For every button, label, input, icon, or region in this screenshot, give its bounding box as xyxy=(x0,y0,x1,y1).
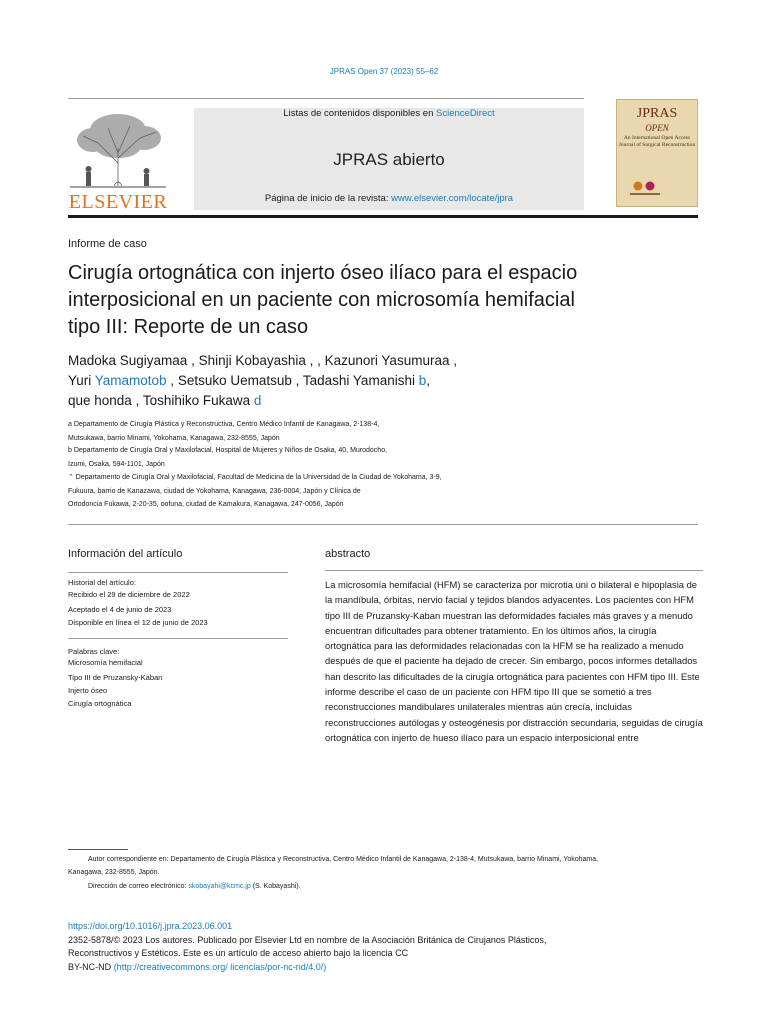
info-rule xyxy=(68,638,288,639)
corresponding-author-note-cont: Kanagawa, 232-8555, Japón. xyxy=(68,869,160,876)
journal-title: JPRAS abierto xyxy=(333,150,445,169)
elsevier-logo-text: ELSEVIER xyxy=(68,191,168,213)
keyword: Tipo III de Pruzansky-Kaban xyxy=(68,673,163,682)
journal-homepage xyxy=(194,193,584,204)
author-text: , xyxy=(426,373,430,388)
abstract-text: La microsomía hemifacial (HFM) se caracteriza por microtia uni o bilateral e hipoplasia de la mandíbula, órbitas, nervio facial y tejidos blandos adyacentes. Los pacientes con HFM tipo III de Pruzansky-Kaban muestran las deformidades faciales más graves y a menudo encuentran dificultades para obtener tratamiento. En los últimos años, la cirugía ortognática para las deformidades relacionadas con la HFM se ha realizado a menudo después de que el paciente ha dejado de crecer. Sin embargo, pocos informes detallados han descrito las dificultades de la cirugía ortognática para pacientes con HFM tipo III. Este informe describe el caso de un paciente con HFM tipo III que se sometió a tres reconstrucciones mandibulares unilaterales mientras aún crecía, incluidas reconstrucciones autólogas y osteogénesis por distracción secundaria, seguidas de cirugía ortognática con injerto de hueso ilíaco para un espacio interposicional entre xyxy=(325,579,703,743)
cover-badges xyxy=(628,178,688,203)
authors-line-1: Madoka Sugiyamaa , Shinji Kobayashia , , Kazunori Yasumuraa , xyxy=(68,353,457,368)
affiliation-line: Izumi, Osaka, 594-1101, Japón xyxy=(68,461,165,468)
received-date: Recibido el 29 de diciembre de 2022 xyxy=(68,590,190,599)
authors-line-2 xyxy=(68,371,608,391)
author-text: , Setsuko Uematsub , Tadashi Yamanishi xyxy=(166,373,419,388)
affiliation-line: Fukuura, barrio de Kanazawa, ciudad de Yokohama, Kanagawa, 236-0004, Japón y Clínica de xyxy=(68,488,361,495)
info-rule xyxy=(68,572,288,573)
authors-line-3 xyxy=(68,391,608,411)
abstract-heading: abstracto xyxy=(325,548,371,560)
license-line xyxy=(68,961,628,975)
contents-availability xyxy=(194,108,584,119)
cover-title-line-2: OPEN xyxy=(645,123,669,133)
history-label: Historial del artículo: xyxy=(68,578,136,587)
email-suffix: (S. Kobayashi). xyxy=(250,883,301,890)
email-link[interactable]: skobayahi@kcmc.jp xyxy=(188,883,251,890)
affiliation-line: a Departamento de Cirugía Plástica y Reconstructiva, Centro Médico Infantil de Kanagawa, 2-138-4, xyxy=(68,421,380,428)
footnote-rule xyxy=(68,849,128,850)
keyword: Cirugía ortognática xyxy=(68,699,132,708)
section-rule xyxy=(68,524,698,525)
article-footer xyxy=(68,920,628,974)
article-type: Informe de caso xyxy=(68,238,147,250)
license-prefix: BY-NC-ND xyxy=(68,961,114,972)
copyright-line: 2352-5878/© 2023 Los autores. Publicado por Elsevier Ltd en nombre de la Asociación Británica de Cirujanos Plásticos, xyxy=(68,934,547,945)
accepted-date: Aceptado el 4 de junio de 2023 xyxy=(68,605,172,614)
affiliation-marker[interactable]: d xyxy=(253,393,262,408)
author-link-yamamoto[interactable]: Yamamotob xyxy=(94,373,167,388)
journal-citation[interactable]: JPRAS Open 37 (2023) 55–62 xyxy=(329,67,439,76)
affiliation-line: Ortodoncia Fukawa, 2-20-35, oofuna, ciudad de Kamakura, Kanagawa, 247-0056, Japón xyxy=(68,501,344,508)
article-title: Cirugía ortognática con injerto óseo ilíaco para el espacio interposicional en un paciente con microsomía hemifacial tipo III: Reporte de un caso xyxy=(68,262,578,338)
abstract-rule xyxy=(325,570,703,571)
affiliation-line: b Departamento de Cirugía Oral y Maxilofacial, Hospital de Mujeres y Niños de Osaka, 40, Murodocho, xyxy=(68,447,388,454)
affiliation-line: Mutsukawa, barrio Minami, Yokohama, Kanagawa, 232-8555, Japón xyxy=(68,435,280,442)
header-top-rule xyxy=(68,98,584,99)
header-bottom-rule xyxy=(68,215,698,218)
author-text: Yuri xyxy=(68,373,95,388)
copyright-line: Reconstructivos y Estéticos. Este es un artículo de acceso abierto bajo la licencia CC xyxy=(68,948,409,958)
availability-prefix: Listas de contenidos disponibles en xyxy=(283,108,437,119)
email-prefix: Dirección de correo electrónico: xyxy=(88,883,189,890)
keywords-label: Palabras clave: xyxy=(68,647,120,656)
cover-subtitle: An International Open Access Journal of Surgical Reconstruction xyxy=(618,135,696,148)
corresponding-author-note: Autor correspondiente en: Departamento de Cirugía Plástica y Reconstructiva, Centro Médico Infantil de Kanagawa, 2-138-4, Mutsukawa, barrio Minami, Yokohama, xyxy=(88,856,599,863)
email-note xyxy=(88,880,301,894)
license-link[interactable]: (http://creativecommons.org/ licencias/por-nc-nd/4.0/) xyxy=(113,961,327,972)
keyword: Microsomía hemifacial xyxy=(68,658,143,667)
doi-link[interactable]: https://doi.org/10.1016/j.jpra.2023.06.001 xyxy=(68,921,233,931)
homepage-prefix: Página de inicio de la revista: xyxy=(264,193,392,204)
author-list xyxy=(68,351,608,411)
keyword: Injerto óseo xyxy=(68,686,108,695)
cover-title xyxy=(616,107,698,135)
available-date: Disponible en línea el 12 de junio de 2023 xyxy=(68,618,208,627)
article-info-heading: Información del artículo xyxy=(68,548,183,560)
affiliation-line: ⌃ Departamento de Cirugía Oral y Maxilofacial, Facultad de Medicina de la Universidad de la Ciudad de Yokohama, 3-9, xyxy=(68,474,442,481)
author-text: que honda , Toshihiko Fukawa xyxy=(68,393,254,408)
homepage-link[interactable]: www.elsevier.com/locate/jpra xyxy=(391,193,514,204)
affiliation-marker[interactable]: b xyxy=(418,373,427,388)
sciencedirect-link[interactable]: ScienceDirect xyxy=(436,108,495,119)
cover-title-line-1: JPRAS xyxy=(636,106,678,121)
